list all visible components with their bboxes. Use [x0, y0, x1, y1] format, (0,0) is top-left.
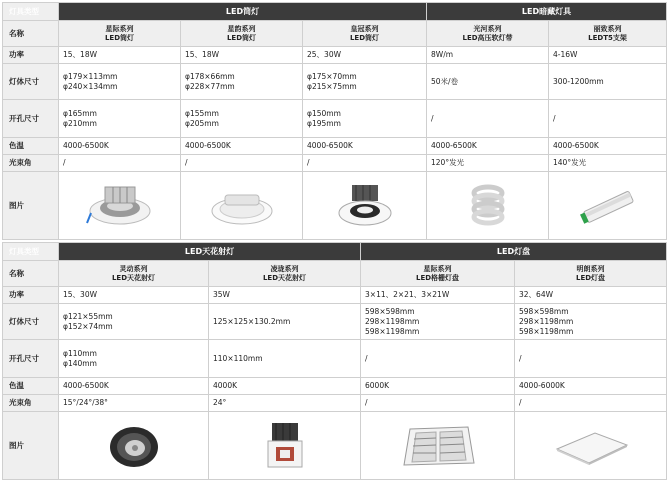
spotlight-panel-spec-table — [2, 242, 667, 480]
cutout-value: / — [427, 100, 549, 138]
row-label-image: 图片 — [3, 412, 59, 480]
downlight-slim-icon — [207, 181, 277, 231]
downlight-spec-table — [2, 2, 667, 240]
product-image-cell — [59, 412, 209, 480]
category-label: 灯具类型 — [3, 243, 59, 261]
color-temp-value: 4000K — [209, 378, 361, 395]
body-size-value: 598×598mm 298×1198mm 598×1198mm — [361, 304, 515, 340]
spotlight-square-icon — [250, 419, 320, 473]
product-name: 灵动系列 LED天花射灯 — [59, 261, 209, 287]
row-label-color-temp: 色温 — [3, 138, 59, 155]
beam-angle-value: / — [59, 155, 181, 172]
product-image-cell — [361, 412, 515, 480]
body-size-value: 125×125×130.2mm — [209, 304, 361, 340]
power-value: 8W/m — [427, 47, 549, 64]
row-label-beam-angle: 光束角 — [3, 155, 59, 172]
table2-image-row — [3, 412, 667, 480]
product-name: 光河系列 LED高压软灯带 — [427, 21, 549, 47]
cutout-value: / — [515, 340, 667, 378]
row-label-color-temp: 色温 — [3, 378, 59, 395]
color-temp-value: 4000-6500K — [427, 138, 549, 155]
color-temp-value: 4000-6500K — [549, 138, 667, 155]
table2-body-size-row — [3, 304, 667, 340]
row-label-name: 名称 — [3, 21, 59, 47]
product-name: 明朗系列 LED灯盘 — [515, 261, 667, 287]
row-label-beam-angle: 光束角 — [3, 395, 59, 412]
row-label-power: 功率 — [3, 47, 59, 64]
cutout-value: 110×110mm — [209, 340, 361, 378]
table2-header-row — [3, 243, 667, 261]
power-value: 15、18W — [59, 47, 181, 64]
table1-body-size-row — [3, 64, 667, 100]
cutout-value: φ110mm φ140mm — [59, 340, 209, 378]
product-image-cell — [303, 172, 427, 240]
product-image-cell — [549, 172, 667, 240]
product-image-cell — [427, 172, 549, 240]
beam-angle-value: / — [361, 395, 515, 412]
beam-angle-value: 15°/24°/38° — [59, 395, 209, 412]
row-label-body-size: 灯体尺寸 — [3, 64, 59, 100]
table1-power-row — [3, 47, 667, 64]
color-temp-value: 4000-6500K — [303, 138, 427, 155]
beam-angle-value: 24° — [209, 395, 361, 412]
body-size-value: 300-1200mm — [549, 64, 667, 100]
table1-beam-angle-row — [3, 155, 667, 172]
power-value: 32、64W — [515, 287, 667, 304]
cutout-value: / — [361, 340, 515, 378]
color-temp-value: 4000-6000K — [515, 378, 667, 395]
color-temp-value: 4000-6500K — [181, 138, 303, 155]
power-value: 15、30W — [59, 287, 209, 304]
category-label: 灯具类型 — [3, 3, 59, 21]
product-name: 皇冠系列 LED筒灯 — [303, 21, 427, 47]
cutout-value: φ155mm φ205mm — [181, 100, 303, 138]
table2-beam-angle-row — [3, 395, 667, 412]
cutout-value: / — [549, 100, 667, 138]
downlight-crown-icon — [330, 179, 400, 233]
table1-name-row — [3, 21, 667, 47]
product-name: 星韵系列 LED筒灯 — [181, 21, 303, 47]
cutout-value: φ165mm φ210mm — [59, 100, 181, 138]
table1-image-row — [3, 172, 667, 240]
cutout-value: φ150mm φ195mm — [303, 100, 427, 138]
beam-angle-value: / — [515, 395, 667, 412]
beam-angle-value: 120°发光 — [427, 155, 549, 172]
table1-header-row — [3, 3, 667, 21]
beam-angle-value: 140°发光 — [549, 155, 667, 172]
spotlight-round-icon — [99, 419, 169, 473]
table1-color-temp-row — [3, 138, 667, 155]
t5-bracket-icon — [573, 181, 643, 231]
group-led-panel: LED灯盘 — [361, 243, 667, 261]
product-image-cell — [181, 172, 303, 240]
power-value: 3×11、2×21、3×21W — [361, 287, 515, 304]
beam-angle-value: / — [181, 155, 303, 172]
group-led-ceiling-spotlight: LED天花射灯 — [59, 243, 361, 261]
row-label-image: 图片 — [3, 172, 59, 240]
row-label-power: 功率 — [3, 287, 59, 304]
power-value: 25、30W — [303, 47, 427, 64]
table2-cutout-row — [3, 340, 667, 378]
table1-cutout-row — [3, 100, 667, 138]
product-image-cell — [515, 412, 667, 480]
color-temp-value: 4000-6500K — [59, 378, 209, 395]
led-strip-icon — [453, 179, 523, 233]
table2-power-row — [3, 287, 667, 304]
power-value: 4-16W — [549, 47, 667, 64]
body-size-value: φ175×70mm φ215×75mm — [303, 64, 427, 100]
product-name: 星际系列 LED格栅灯盘 — [361, 261, 515, 287]
product-name: 凌珑系列 LED天花射灯 — [209, 261, 361, 287]
body-size-value: 50米/卷 — [427, 64, 549, 100]
group-led-downlight: LED筒灯 — [59, 3, 427, 21]
flat-panel-icon — [549, 419, 633, 473]
body-size-value: φ179×113mm φ240×134mm — [59, 64, 181, 100]
product-name: 丽致系列 LEDT5支架 — [549, 21, 667, 47]
row-label-cutout: 开孔尺寸 — [3, 340, 59, 378]
color-temp-value: 6000K — [361, 378, 515, 395]
table2-name-row — [3, 261, 667, 287]
row-label-cutout: 开孔尺寸 — [3, 100, 59, 138]
group-led-hidden: LED暗藏灯具 — [427, 3, 667, 21]
row-label-body-size: 灯体尺寸 — [3, 304, 59, 340]
product-image-cell — [59, 172, 181, 240]
grille-panel-icon — [396, 419, 480, 473]
body-size-value: φ178×66mm φ228×77mm — [181, 64, 303, 100]
body-size-value: φ121×55mm φ152×74mm — [59, 304, 209, 340]
color-temp-value: 4000-6500K — [59, 138, 181, 155]
product-image-cell — [209, 412, 361, 480]
downlight-deep-icon — [85, 181, 155, 231]
product-name: 星际系列 LED筒灯 — [59, 21, 181, 47]
table2-color-temp-row — [3, 378, 667, 395]
beam-angle-value: / — [303, 155, 427, 172]
body-size-value: 598×598mm 298×1198mm 598×1198mm — [515, 304, 667, 340]
row-label-name: 名称 — [3, 261, 59, 287]
power-value: 15、18W — [181, 47, 303, 64]
power-value: 35W — [209, 287, 361, 304]
